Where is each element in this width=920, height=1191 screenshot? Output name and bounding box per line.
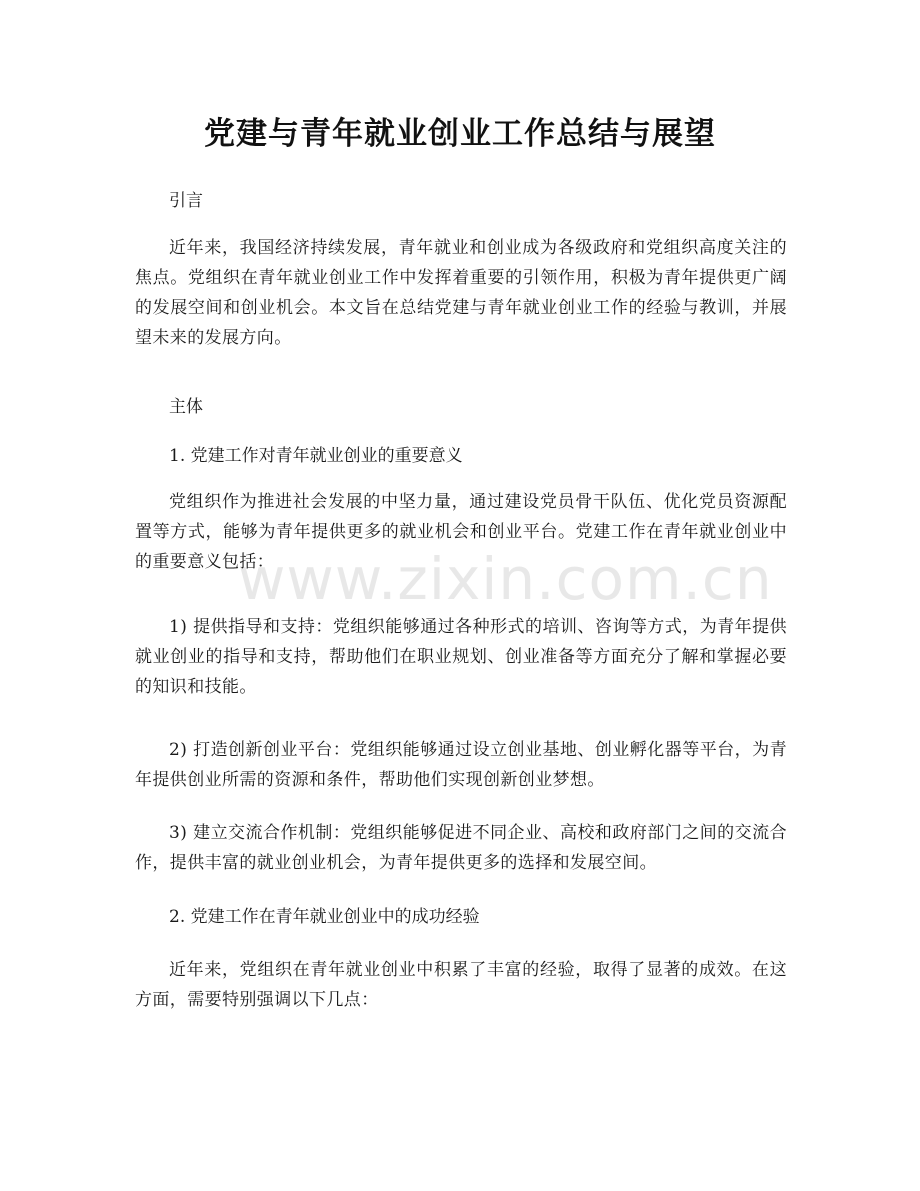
section2-paragraph: 近年来，党组织在青年就业创业中积累了丰富的经验，取得了显著的成效。在这方面，需要特别强调以下几点： (135, 960, 787, 1010)
watermark: www.zixin.com.cn (238, 545, 773, 613)
point1-paragraph: 1) 提供指导和支持：党组织能够通过各种形式的培训、咨询等方式，为青年提供就业创业的指导和支持，帮助他们在职业规划、创业准备等方面充分了解和掌握必要的知识和技能。 (135, 617, 787, 697)
point3-paragraph: 3) 建立交流合作机制：党组织能够促进不同企业、高校和政府部门之间的交流合作，提供丰富的就业创业机会，为青年提供更多的选择和发展空间。 (135, 823, 787, 873)
document-title: 党建与青年就业创业工作总结与展望 (204, 116, 716, 152)
intro-heading: 引言 (169, 191, 203, 211)
point2-paragraph: 2) 打造创新创业平台：党组织能够通过设立创业基地、创业孵化器等平台，为青年提供创业所需的资源和条件，帮助他们实现创新创业梦想。 (135, 740, 787, 790)
section1-heading: 1. 党建工作对青年就业创业的重要意义 (169, 446, 463, 466)
intro-paragraph: 近年来，我国经济持续发展，青年就业和创业成为各级政府和党组织高度关注的焦点。党组织在青年就业创业工作中发挥着重要的引领作用，积极为青年提供更广阔的发展空间和创业机会。本文旨在总结党建与青年就业创业工作的经验与教训，并展望未来的发展方向。 (135, 238, 787, 348)
section2-heading: 2. 党建工作在青年就业创业中的成功经验 (169, 907, 480, 927)
section1-paragraph: 党组织作为推进社会发展的中坚力量，通过建设党员骨干队伍、优化党员资源配置等方式，能够为青年提供更多的就业机会和创业平台。党建工作在青年就业创业中的重要意义包括： (135, 492, 787, 572)
main-heading: 主体 (169, 397, 203, 417)
